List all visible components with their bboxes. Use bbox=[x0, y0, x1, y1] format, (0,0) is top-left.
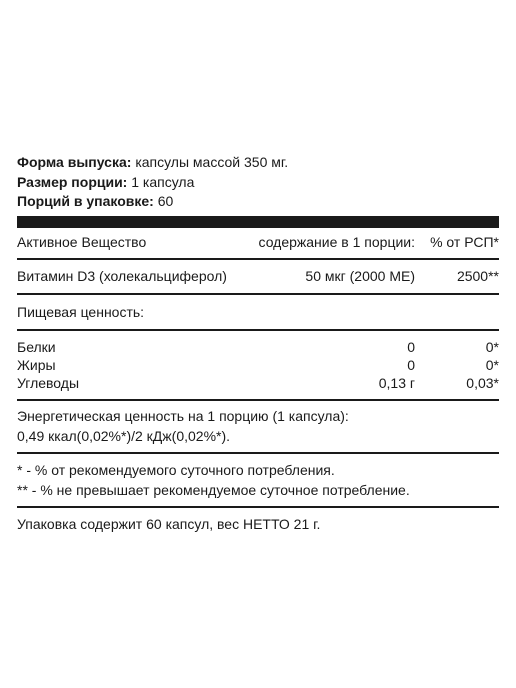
column-rsp-header: % от РСП* bbox=[430, 234, 499, 250]
divider bbox=[17, 293, 499, 295]
divider bbox=[17, 258, 499, 260]
form-value: капсулы массой 350 мг. bbox=[135, 154, 289, 170]
servings-per-container-label: Порций в упаковке: bbox=[17, 193, 154, 209]
nutrition-row-name: Белки bbox=[17, 339, 56, 355]
package-contents: Упаковка содержит 60 капсул, вес НЕТТО 21 г. bbox=[17, 516, 321, 532]
nutrition-row-percent: 0,03* bbox=[466, 375, 499, 391]
serving-size-value: 1 капсула bbox=[131, 174, 195, 190]
footnote-not-exceeds: ** - % не превышает рекомендуемое суточное потребление. bbox=[17, 482, 410, 498]
divider bbox=[17, 506, 499, 508]
thick-divider bbox=[17, 216, 499, 228]
divider bbox=[17, 452, 499, 454]
active-substance-name: Витамин D3 (холекальциферол) bbox=[17, 268, 227, 284]
nutrition-row-amount: 0,13 г bbox=[378, 375, 415, 391]
nutrition-row-amount: 0 bbox=[407, 357, 415, 373]
divider bbox=[17, 399, 499, 401]
form-row bbox=[17, 154, 288, 171]
footnote-rsp: * - % от рекомендуемого суточного потребления. bbox=[17, 462, 335, 478]
nutrition-title: Пищевая ценность: bbox=[17, 304, 145, 320]
energy-value-line2: 0,49 ккал(0,02%*)/2 кДж(0,02%*). bbox=[17, 428, 231, 444]
nutrition-row-amount: 0 bbox=[407, 339, 415, 355]
servings-per-container-row bbox=[17, 193, 173, 210]
column-substance-header: Активное Вещество bbox=[17, 234, 147, 250]
active-substance-percent: 2500** bbox=[456, 268, 499, 284]
energy-value-line1: Энергетическая ценность на 1 порцию (1 капсула): bbox=[17, 408, 349, 424]
nutrition-row-percent: 0* bbox=[485, 339, 499, 355]
serving-size-row bbox=[17, 174, 194, 191]
servings-per-container-value: 60 bbox=[157, 193, 174, 209]
nutrition-row-name: Углеводы bbox=[17, 375, 80, 391]
divider bbox=[17, 329, 499, 331]
column-content-header: содержание в 1 порции: bbox=[258, 234, 415, 250]
nutrition-row-percent: 0* bbox=[485, 357, 499, 373]
active-substance-amount: 50 мкг (2000 МЕ) bbox=[305, 268, 415, 284]
serving-size-label: Размер порции: bbox=[17, 174, 128, 190]
nutrition-row-name: Жиры bbox=[17, 357, 56, 373]
form-label: Форма выпуска: bbox=[17, 154, 132, 170]
